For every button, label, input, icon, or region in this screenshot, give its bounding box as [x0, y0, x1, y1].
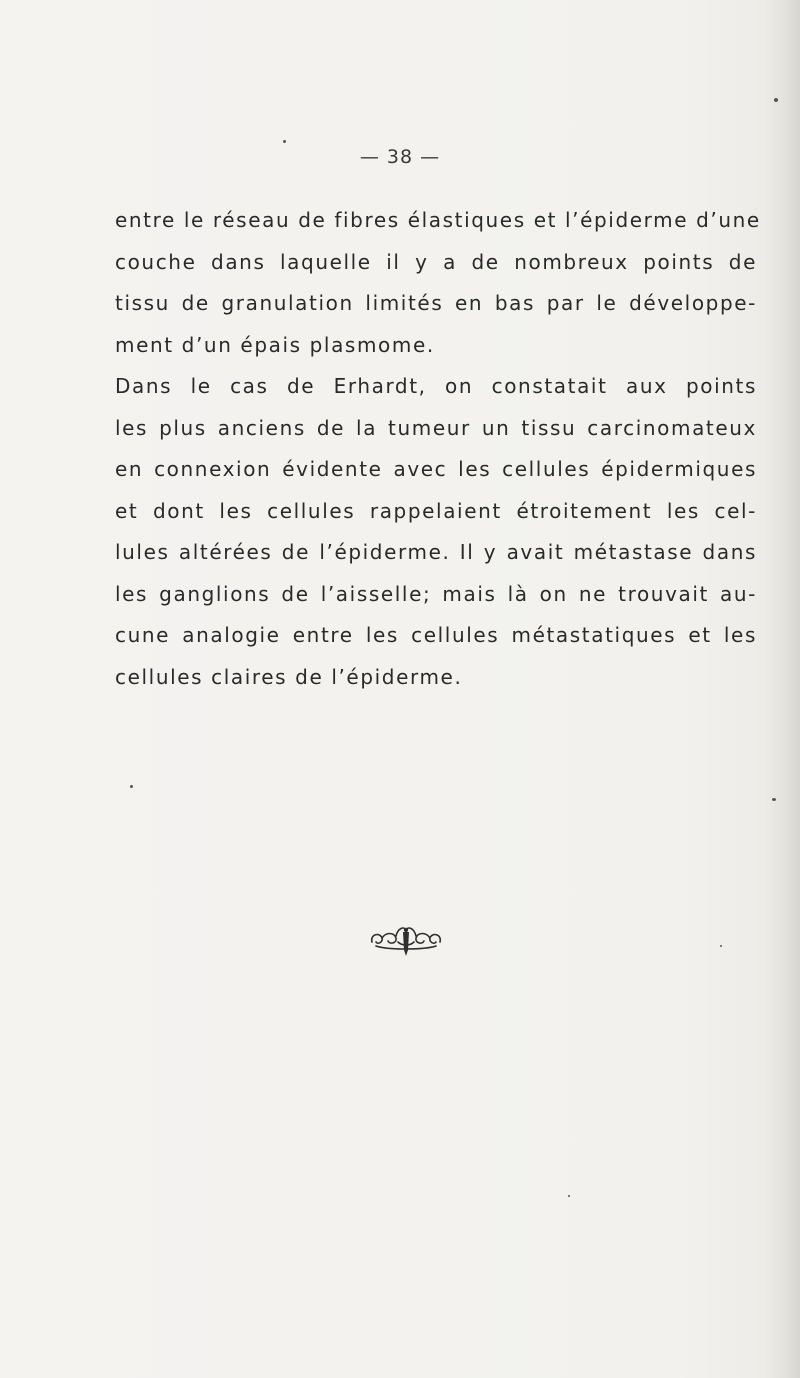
print-speck	[283, 140, 286, 143]
page-number: — 38 —	[359, 146, 441, 168]
text-line: lules altérées de l’épiderme. Il y avait métastase dans	[115, 540, 757, 564]
print-speck	[774, 98, 778, 102]
text-line: cellules claires de l’épiderme.	[115, 664, 463, 689]
body-paragraphs	[115, 200, 761, 698]
text-line: les ganglions de l’aisselle; mais là on ne trouvait au-	[115, 581, 757, 606]
text-line: et dont les cellules rappelaient étroitement les cel-	[115, 498, 757, 523]
text-line: tissu de granulation limités en bas par le développe-	[115, 291, 757, 315]
text-line: ment d’un épais plasmome.	[115, 332, 435, 357]
print-speck	[568, 1195, 570, 1197]
fleuron-icon	[368, 920, 444, 960]
text-line: entre le réseau de fibres élastiques et l’épiderme d’une	[115, 208, 761, 232]
page-edge-shadow	[764, 0, 800, 1378]
print-speck	[130, 785, 133, 788]
text-line: Dans le cas de Erhardt, on constatait aux points	[115, 374, 757, 398]
text-line: cune analogie entre les cellules métastatiques et les	[115, 623, 757, 647]
print-speck	[772, 798, 776, 801]
text-line: les plus anciens de la tumeur un tissu carcinomateux	[115, 415, 757, 440]
text-line: couche dans laquelle il y a de nombreux points de	[115, 249, 757, 274]
print-speck	[720, 945, 722, 947]
text-line: en connexion évidente avec les cellules épidermiques	[115, 457, 757, 481]
